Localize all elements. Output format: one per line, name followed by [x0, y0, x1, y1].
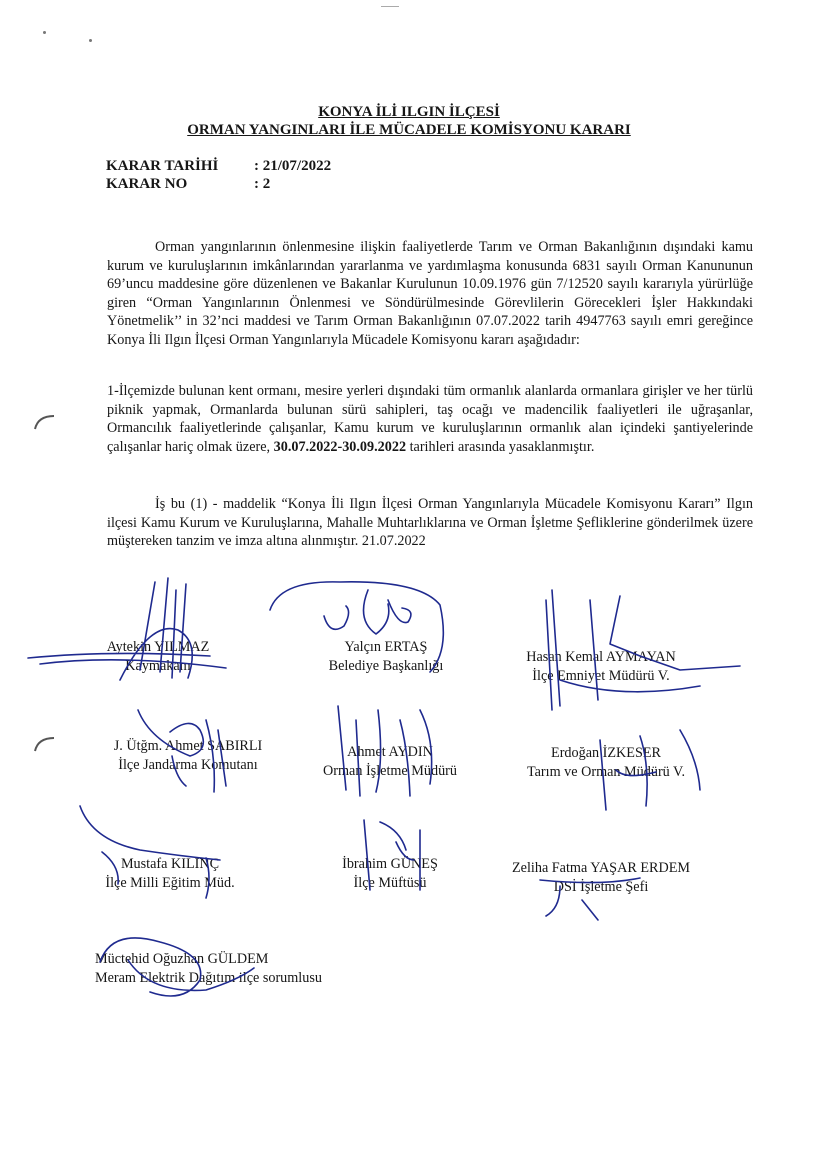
signatory-name: J. Ütğm. Ahmet SABIRLI — [113, 738, 263, 754]
signatory-title: İlçe Müftüsü — [353, 874, 427, 891]
article-1-dates: 30.07.2022-30.09.2022 — [273, 438, 407, 455]
signatory-title: Tarım ve Orman Müdürü V. — [526, 763, 686, 780]
signature-block-elektrik — [95, 950, 365, 987]
signature-block-dsi — [486, 859, 716, 896]
scan-speck — [43, 31, 46, 34]
article-1-paragraph — [107, 382, 753, 456]
signatory-title: Kaymakam — [125, 657, 191, 674]
signature-block-kaymakam — [88, 638, 228, 675]
decision-number — [106, 176, 270, 193]
signatory-name: Mustafa KILINÇ — [120, 856, 220, 872]
decision-date-value: : 21/07/2022 — [254, 158, 332, 174]
punch-hole-mark — [32, 412, 58, 432]
punch-hole-mark — [32, 734, 58, 754]
document-title-line2: ORMAN YANGINLARI İLE MÜCADELE KOMİSYONU KARARI — [187, 122, 631, 138]
intro-paragraph — [107, 238, 753, 350]
scan-speck — [89, 39, 92, 42]
decision-number-label: KARAR NO — [106, 176, 188, 192]
signatory-title: İlçe Milli Eğitim Müd. — [105, 874, 235, 891]
signature-block-belediye — [296, 638, 476, 675]
decision-number-value: : 2 — [254, 176, 271, 192]
signature-block-milli-egitim — [80, 855, 260, 892]
decision-date — [106, 158, 331, 175]
signatory-title: İlçe Jandarma Komutanı — [118, 756, 258, 773]
signature-block-tarim — [506, 744, 706, 781]
signature-block-orman-isletme — [300, 743, 480, 780]
signatory-title: DSİ İşletme Şefi — [553, 878, 649, 895]
article-1-text: 1-İlçemizde bulunan kent ormanı, mesire yerleri dışındaki tüm ormanlık alanlarda ormanlara girişler ve her türlü piknik yapmak, Ormanlarda bulunan sürü sahipleri, taş ocağı ve madencilik faaliyetleri ile uğraşanlar, Ormancılık faaliyetlerinde çalışanlar, Kamu kurum ve kuruluşlarının ormanlık alan içindeki şantiyelerinde çalışanlar hariç olmak üzere, — [107, 383, 753, 455]
article-1-end: tarihleri arasında yasaklanmıştır. — [409, 438, 595, 455]
signatory-name: Müctehid Oğuzhan GÜLDEM — [95, 951, 269, 967]
signature-block-emniyet — [496, 648, 706, 685]
signatory-name: Yalçın ERTAŞ — [344, 639, 428, 655]
closing-text: İş bu (1) - maddelik “Konya İli Ilgın İlçesi Orman Yangınlarıyla Mücadele Komisyonu Kararı” Ilgın ilçesi Kamu Kurum ve Kuruluşlarına, Mahalle Muhtarlıklarına ve Orman İşletme Şefliklerine gönderilmek üzere müştereken tanzim ve imza altına alınmıştır. 21.07.2022 — [107, 496, 753, 550]
signatory-name: Zeliha Fatma YAŞAR ERDEM — [512, 860, 690, 876]
document-title-line1: KONYA İLİ ILGIN İLÇESİ — [318, 104, 500, 120]
signatory-name: İbrahim GÜNEŞ — [342, 856, 438, 872]
article-1 — [107, 382, 753, 456]
closing-paragraph — [107, 495, 753, 551]
decision-date-label: KARAR TARİHİ — [106, 158, 219, 174]
signature-block-jandarma — [88, 737, 288, 774]
signatory-name: Hasan Kemal AYMAYAN — [526, 649, 676, 665]
signatory-name: Erdoğan İZKESER — [551, 745, 661, 761]
signatory-title: Orman İşletme Müdürü — [323, 762, 457, 779]
scan-line — [381, 6, 399, 7]
signatory-name: Ahmet AYDIN — [347, 744, 433, 760]
signatory-title: Meram Elektrik Dağıtım ilçe sorumlusu — [95, 969, 322, 986]
signature-block-muftu — [315, 855, 465, 892]
signatory-title: Belediye Başkanlığı — [328, 657, 444, 674]
signatory-title: İlçe Emniyet Müdürü V. — [532, 667, 670, 684]
signatory-name: Aytekin YILMAZ — [106, 639, 210, 655]
intro-text: Orman yangınlarının önlenmesine ilişkin faaliyetlerde Tarım ve Orman Bakanlığının dışındaki kamu kurum ve kuruluşlarının imkânlarından yararlanma ve yardımlaşma konusunda 6831 sayılı Orman Kanununun 69’uncu maddesine göre düzenlenen ve Bakanlar Kurulunun 10.09.1976 gün 7/12520 sayılı kararıyla yürürlüğe giren “Orman Yangınlarının Önlenmesi ve Söndürülmesinde Görevlilerin Görecekleri İşler Hakkındaki Yönetmelik’’ in 32’nci maddesi ve Tarım Orman Bakanlığının 07.07.2022 tarih 4947763 sayılı emri gereğince Konya İli Ilgın İlçesi Orman Yangınlarıyla Mücadele Komisyonu kararı aşağıdadır: — [107, 239, 753, 348]
